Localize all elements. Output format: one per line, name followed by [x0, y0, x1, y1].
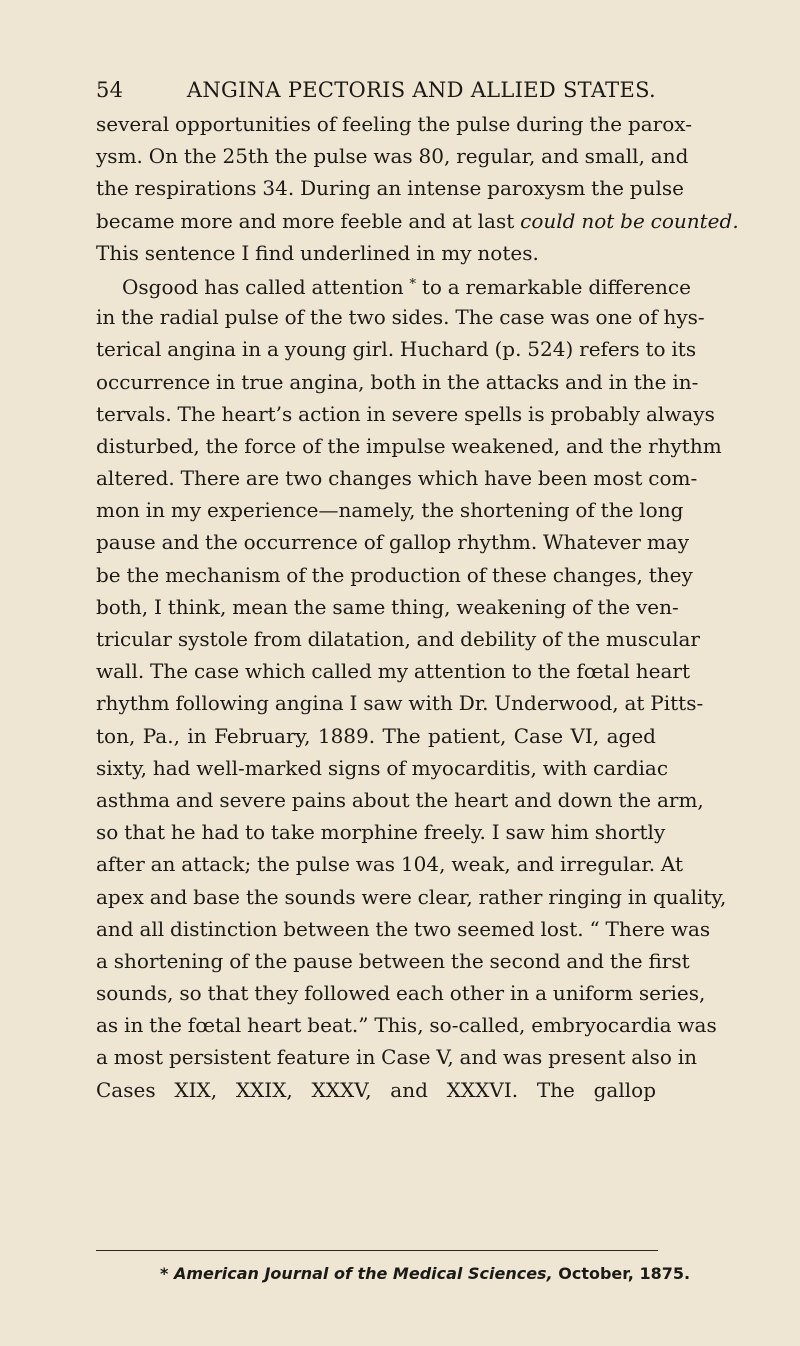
running-header — [96, 78, 656, 108]
text-line: occurrence in true angina, both in the attacks and in the in- — [96, 369, 699, 394]
text-line: as in the fœtal heart beat.” This, so-called, embryocardia was — [96, 1013, 717, 1038]
text-line: asthma and severe pains about the heart and down the arm, — [96, 787, 704, 812]
text-line: mon in my experience—namely, the shortening of the long — [96, 498, 684, 523]
text-segment: Osgood has called attention — [122, 274, 404, 299]
text-line: after an attack; the pulse was 104, weak, and irregular. At — [96, 852, 684, 877]
text-line — [96, 269, 691, 301]
text-line: altered. There are two changes which have been most com- — [96, 466, 698, 491]
text-line: tricular systole from dilatation, and debility of the muscular — [96, 627, 700, 651]
text-line: a most persistent feature in Case V, and was present also in — [96, 1045, 697, 1070]
text-line — [96, 205, 739, 237]
text-line: be the mechanism of the production of these changes, they — [96, 562, 693, 587]
text-line: and all distinction between the two seemed lost. “ There was — [96, 916, 711, 941]
text-line: a shortening of the pause between the second and the first — [96, 948, 690, 973]
text-line: This sentence I find underlined in my notes. — [96, 240, 539, 265]
italic-phrase: could not be counted. — [520, 208, 739, 233]
text-line: Cases XIX, XXIX, XXXV, and XXXVI. The gallop — [96, 1077, 656, 1102]
footnote-date: October, 1875. — [558, 1264, 691, 1283]
text-line: wall. The case which called my attention to the fœtal heart — [96, 659, 691, 684]
text-line: disturbed, the force of the impulse weakened, and the rhythm — [96, 433, 722, 458]
text-line: sounds, so that they followed each other in a uniform series, — [96, 981, 706, 1006]
footnote — [160, 1264, 690, 1283]
text-line: sixty, had well-marked signs of myocarditis, with cardiac — [96, 755, 669, 780]
footnote-mark: * — [160, 1264, 169, 1283]
text-line: apex and base the sounds were clear, rather ringing in quality, — [96, 884, 727, 909]
footnote-reference: * — [409, 276, 416, 292]
text-line: tervals. The heart’s action in severe spells is probably always — [96, 401, 715, 426]
text-line: the respirations 34. During an intense paroxysm the pulse — [96, 176, 684, 201]
text-line: ysm. On the 25th the pulse was 80, regular, and small, and — [96, 144, 689, 169]
text-line: in the radial pulse of the two sides. The case was one of hys- — [96, 305, 705, 330]
text-segment: to a remarkable difference — [421, 274, 691, 299]
page-number: 54 — [96, 78, 124, 102]
text-line: so that he had to take morphine freely. I saw him shortly — [96, 820, 666, 845]
text-segment: became more and more feeble and at last — [96, 208, 515, 233]
body-text — [96, 108, 739, 1106]
footnote-divider — [96, 1250, 658, 1251]
footnote-journal: American Journal of the Medical Sciences, — [173, 1264, 553, 1283]
text-line: ton, Pa., in February, 1889. The patient, Case VI, aged — [96, 723, 656, 748]
text-line: pause and the occurrence of gallop rhythm. Whatever may — [96, 530, 690, 555]
text-line: both, I think, mean the same thing, weakening of the ven- — [96, 594, 679, 619]
text-line: rhythm following angina I saw with Dr. Underwood, at Pitts- — [96, 691, 704, 716]
text-line: several opportunities of feeling the pulse during the parox- — [96, 112, 692, 136]
running-title: ANGINA PECTORIS AND ALLIED STATES. — [186, 78, 656, 102]
text-line: terical angina in a young girl. Huchard (p. 524) refers to its — [96, 337, 697, 362]
